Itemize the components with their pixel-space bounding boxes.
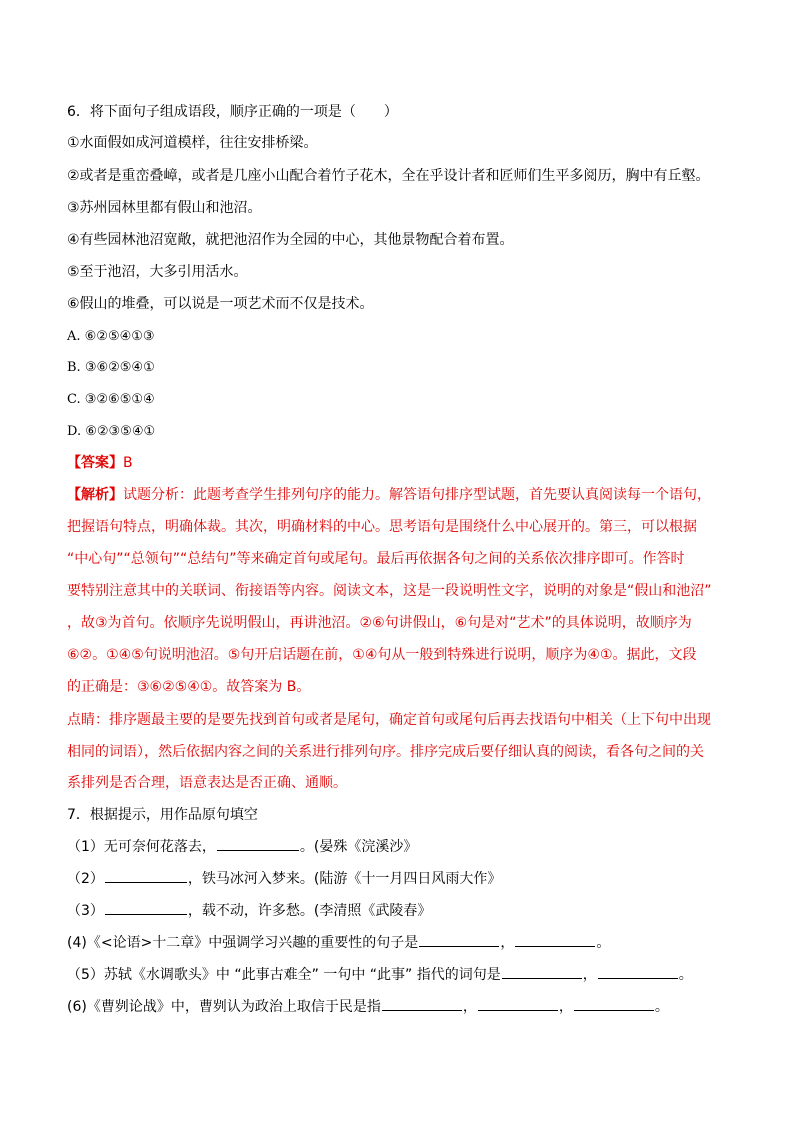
item-text-after: 。 <box>596 935 611 951</box>
fill-item-4 <box>67 932 610 953</box>
answer-blank[interactable] <box>105 868 187 883</box>
sentence-5: ⑤至于池沼，大多引用活水。 <box>67 264 248 280</box>
item-text-after: 。 <box>654 999 669 1015</box>
answer-blank[interactable] <box>419 932 499 947</box>
answer-label: 【答案】 <box>67 455 123 471</box>
item-text-after: 。 <box>678 967 693 983</box>
item-separator: ， <box>558 999 573 1015</box>
sentence-2: ②或者是重峦叠嶂，或者是几座小山配合着竹子花木，全在乎设计者和匠师们生平多阅历，胸中有丘壑。 <box>67 168 710 184</box>
option-d: D. ⑥②③⑤④① <box>67 424 156 439</box>
fill-item-5 <box>67 964 693 985</box>
answer-blank[interactable] <box>598 964 678 979</box>
item-number: （5） <box>67 967 104 983</box>
item-separator: ， <box>462 999 477 1015</box>
item-number: （3） <box>67 903 104 919</box>
item-text-after: 。(晏殊《浣溪沙》 <box>299 839 418 855</box>
item-text-after: ，载不动，许多愁。(李清照《武陵春》 <box>187 903 432 919</box>
item-text-after: ，铁马冰河入梦来。(陆游《十一月四日风雨大作》 <box>187 871 502 887</box>
item-number: (4) <box>67 935 87 951</box>
question-7-stem: 7．根据提示，用作品原句填空 <box>67 807 258 823</box>
item-number: （1） <box>67 839 104 855</box>
item-text-before: 《曹刿论战》中，曹刿认为政治上取信于民是指 <box>86 999 381 1015</box>
answer-blank[interactable] <box>515 932 595 947</box>
item-text-before: 无可奈何花落去， <box>103 839 216 855</box>
sentence-4: ④有些园林池沼宽敞，就把池沼作为全园的中心，其他景物配合着布置。 <box>67 232 514 248</box>
answer-blank[interactable] <box>105 900 187 915</box>
answer-blank[interactable] <box>574 996 654 1011</box>
option-c: C. ③②⑥⑤①④ <box>67 392 155 407</box>
tip-line-3: 系排列是否合理，语意表达是否正确、通顺。 <box>67 775 347 791</box>
sentence-6: ⑥假山的堆叠，可以说是一项艺术而不仅是技术。 <box>67 296 374 312</box>
item-text-before: 苏轼《水调歌头》中 “此事古难全” 一句中 “此事” 指代的词句是 <box>103 967 501 983</box>
option-a: A. ⑥②⑤④①③ <box>67 329 155 344</box>
tip-line-1: 点睛：排序题最主要的是要先找到首句或者是尾句，确定首句或尾句后再去找语句中相关（上下句中出现 <box>67 712 711 728</box>
analysis-text-1: 试题分析：此题考查学生排列句序的能力。解答语句排序型试题，首先要认真阅读每一个语句， <box>123 487 711 503</box>
item-separator: ， <box>500 935 515 951</box>
sentence-1: ①水面假如成河道模样，往往安排桥梁。 <box>67 135 318 151</box>
analysis-line-5: ，故③为首句。依顺序先说明假山，再讲池沼。②⑥句讲假山，⑥句是对“艺术”的具体说明，故顺序为 <box>67 615 692 631</box>
item-number: (6) <box>67 999 87 1015</box>
tip-line-2: 相同的词语），然后依据内容之间的关系进行排列句序。排序完成后要仔细认真的阅读，看各句之间的关 <box>67 744 704 760</box>
item-text-before: 《<论语>十二章》中强调学习兴趣的重要性的句子是 <box>86 935 419 951</box>
analysis-line-1 <box>67 485 711 505</box>
answer-blank[interactable] <box>502 964 582 979</box>
sentence-3: ③苏州园林里都有假山和池沼。 <box>67 200 262 216</box>
answer-value: B <box>123 455 133 471</box>
analysis-label: 【解析】 <box>67 487 123 503</box>
analysis-line-7: 的正确是：③⑥②⑤④①。故答案为 B。 <box>67 679 311 695</box>
answer-blank[interactable] <box>478 996 558 1011</box>
analysis-line-2: 把握语句特点，明确体裁。其次，明确材料的中心。思考语句是围绕什么中心展开的。第三，可以根据 <box>67 519 697 535</box>
item-number: （2） <box>67 871 104 887</box>
item-separator: ， <box>582 967 597 983</box>
fill-item-2 <box>67 868 501 889</box>
fill-item-3 <box>67 900 431 921</box>
analysis-line-4: 要特别注意其中的关联词、衔接语等内容。阅读文本，这是一段说明性文字，说明的对象是“假山和池沼” <box>67 583 712 599</box>
analysis-line-3: “中心句”“总领句”“总结句”等来确定首句或尾句。最后再依据各句之间的关系依次排序即可。作答时 <box>67 551 685 567</box>
answer-blank[interactable] <box>217 836 299 851</box>
fill-item-1 <box>67 836 417 857</box>
option-b: B. ③⑥②⑤④① <box>67 360 155 375</box>
answer-blank[interactable] <box>382 996 462 1011</box>
fill-item-6 <box>67 996 669 1017</box>
question-6-stem: 6．将下面句子组成语段，顺序正确的一项是（ ） <box>67 104 398 120</box>
answer-line <box>67 453 133 473</box>
analysis-line-6: ⑥②。①④⑤句说明池沼。⑤句开启话题在前，①④句从一般到特殊进行说明，顺序为④①。据此，文段 <box>67 647 697 663</box>
